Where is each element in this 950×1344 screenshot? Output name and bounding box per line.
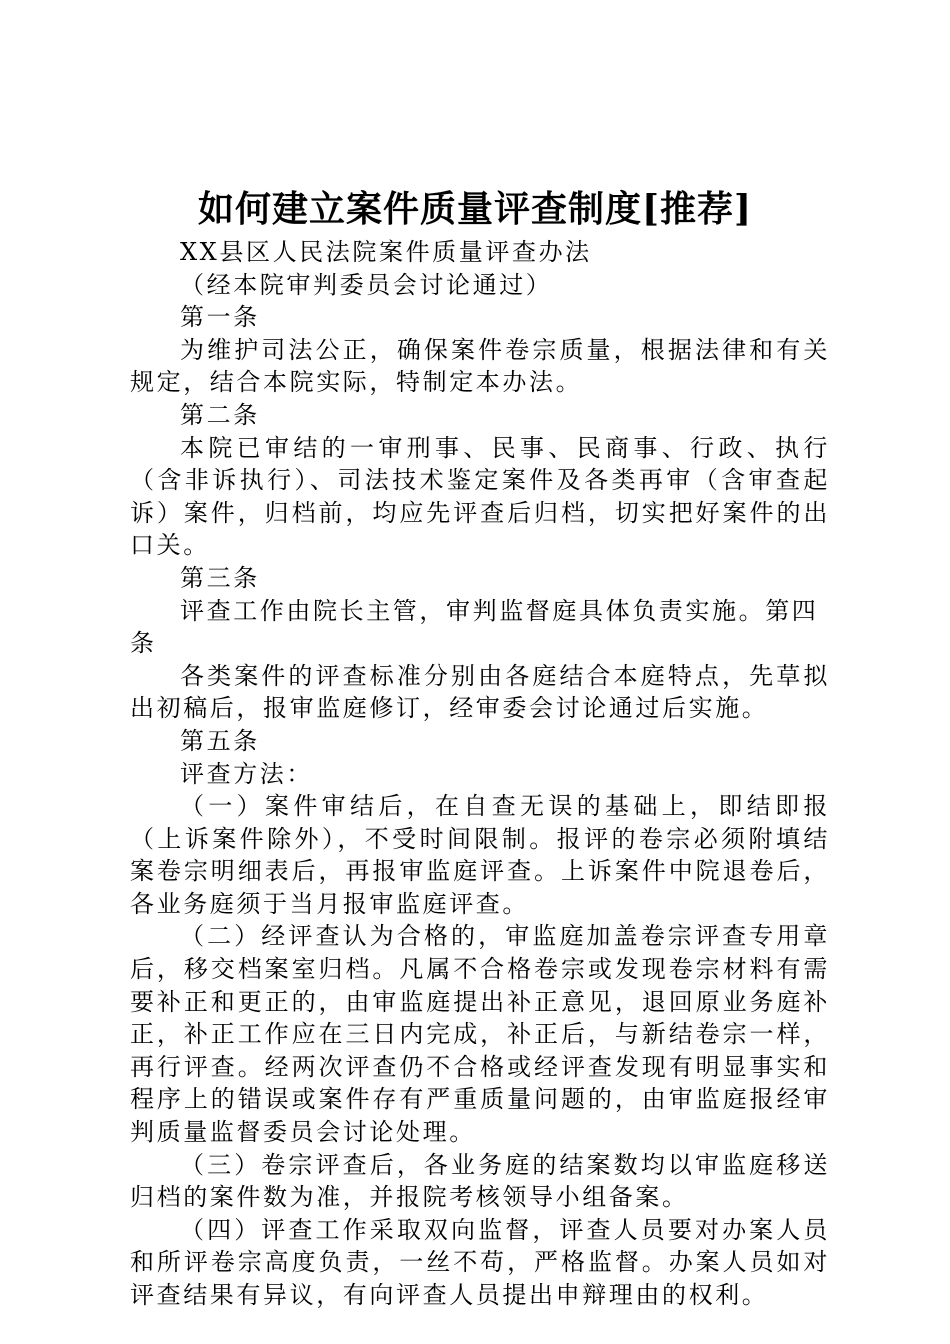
article-heading-3: 第三条 — [180, 563, 260, 592]
subtitle-heading: XX县区人民法院案件质量评查办法 — [180, 238, 592, 266]
article-heading-1: 第一条 — [180, 303, 260, 332]
method-item-3: （三）卷宗评查后，各业务庭的结案数均以审监庭移送归档的案件数为准，并报院考核领导小组备案。 — [130, 1150, 830, 1212]
article-heading-2: 第二条 — [180, 400, 260, 429]
approval-note: （经本院审判委员会讨论通过） — [180, 270, 553, 299]
article-heading-5: 第五条 — [180, 726, 260, 755]
article-text-1: 为维护司法公正，确保案件卷宗质量，根据法律和有关规定，结合本院实际，特制定本办法。 — [130, 335, 830, 397]
method-item-2: （二）经评查认为合格的，审监庭加盖卷宗评查专用章后，移交档案室归档。凡属不合格卷宗或发现卷宗材料有需要补正和更正的，由审监庭提出补正意见，退回原业务庭补正，补正工作应在三日内完成，补正后，与新结卷宗一样，再行评查。经两次评查仍不合格或经评查发现有明显事实和程序上的错误或案件存有严重质量问题的，由审监庭报经审判质量监督委员会讨论处理。 — [130, 922, 830, 1147]
article-text-3: 评查工作由院长主管，审判监督庭具体负责实施。第四条 — [130, 596, 819, 658]
document-title: 如何建立案件质量评查制度[推荐] — [197, 188, 753, 230]
article-text-4: 各类案件的评查标准分别由各庭结合本庭特点，先草拟出初稿后，报审监庭修订，经审委会讨论通过后实施。 — [130, 661, 830, 723]
method-item-4: （四）评查工作采取双向监督，评查人员要对办案人员和所评卷宗高度负责，一丝不苟，严格监督。办案人员如对评查结果有异议，有向评查人员提出申辩理由的权利。 — [130, 1215, 830, 1309]
article-text-2: 本院已审结的一审刑事、民事、民商事、行政、执行（含非诉执行）、司法技术鉴定案件及各类再审（含审查起诉）案件，归档前，均应先评查后归档，切实把好案件的出口关。 — [130, 433, 830, 560]
method-item-1: （一）案件审结后，在自查无误的基础上，即结即报（上诉案件除外），不受时间限制。报评的卷宗必须附填结案卷宗明细表后，再报审监庭评查。上诉案件中院退卷后，各业务庭须于当月报审监庭评查。 — [130, 792, 830, 918]
method-heading: 评查方法： — [180, 759, 313, 788]
document-body — [130, 236, 830, 1312]
